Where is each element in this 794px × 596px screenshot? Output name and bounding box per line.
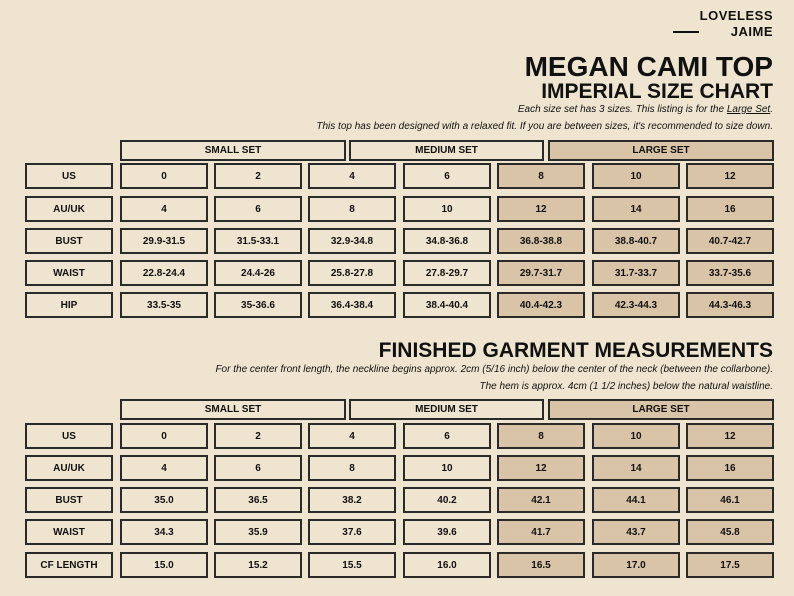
table-cell: 4: [308, 163, 396, 189]
row-label-au-uk: AU/UK: [25, 455, 113, 481]
section2-title: FINISHED GARMENT MEASUREMENTS: [378, 339, 773, 362]
row-label-us: US: [25, 423, 113, 449]
table-cell: 8: [497, 163, 585, 189]
table-cell: 15.2: [214, 552, 302, 578]
group-header-medium-set: MEDIUM SET: [349, 140, 544, 161]
table-cell: 39.6: [403, 519, 491, 545]
table-cell: 2: [214, 163, 302, 189]
table-cell: 17.5: [686, 552, 774, 578]
table-cell: 4: [120, 196, 208, 222]
group-header-large-set: LARGE SET: [548, 399, 774, 420]
table-cell: 0: [120, 423, 208, 449]
table-cell: 33.7-35.6: [686, 260, 774, 286]
table-cell: 29.7-31.7: [497, 260, 585, 286]
table-cell: 12: [686, 423, 774, 449]
brand-rule: [673, 31, 699, 33]
row-label-waist: WAIST: [25, 260, 113, 286]
table-cell: 43.7: [592, 519, 680, 545]
table-cell: 31.7-33.7: [592, 260, 680, 286]
table-cell: 0: [120, 163, 208, 189]
table-cell: 16: [686, 455, 774, 481]
table-cell: 24.4-26: [214, 260, 302, 286]
table-cell: 27.8-29.7: [403, 260, 491, 286]
table-cell: 6: [403, 163, 491, 189]
table-cell: 38.2: [308, 487, 396, 513]
table-cell: 40.4-42.3: [497, 292, 585, 318]
table-cell: 12: [686, 163, 774, 189]
table-cell: 10: [403, 196, 491, 222]
table-cell: 42.1: [497, 487, 585, 513]
table-cell: 38.4-40.4: [403, 292, 491, 318]
brand-line2: JAIME: [730, 24, 773, 39]
table-cell: 12: [497, 455, 585, 481]
table-cell: 41.7: [497, 519, 585, 545]
table-cell: 8: [308, 455, 396, 481]
table-cell: 42.3-44.3: [592, 292, 680, 318]
table-cell: 33.5-35: [120, 292, 208, 318]
size-set-note: Each size set has 3 sizes. This listing is for the Large Set.: [517, 104, 773, 115]
brand-logo: [700, 8, 773, 40]
table-cell: 17.0: [592, 552, 680, 578]
table-cell: 31.5-33.1: [214, 228, 302, 254]
table-cell: 40.2: [403, 487, 491, 513]
page-title: MEGAN CAMI TOP: [524, 51, 773, 82]
table-cell: 35.0: [120, 487, 208, 513]
table-cell: 16.0: [403, 552, 491, 578]
row-label-hip: HIP: [25, 292, 113, 318]
table-cell: 35-36.6: [214, 292, 302, 318]
table-cell: 44.3-46.3: [686, 292, 774, 318]
table-cell: 36.4-38.4: [308, 292, 396, 318]
table-cell: 44.1: [592, 487, 680, 513]
table-cell: 22.8-24.4: [120, 260, 208, 286]
table-cell: 35.9: [214, 519, 302, 545]
row-label-cf-length: CF LENGTH: [25, 552, 113, 578]
table-cell: 10: [403, 455, 491, 481]
hem-note: The hem is approx. 4cm (1 1/2 inches) below the natural waistline.: [479, 381, 773, 392]
table-cell: 38.8-40.7: [592, 228, 680, 254]
group-header-medium-set: MEDIUM SET: [349, 399, 544, 420]
table-cell: 6: [214, 196, 302, 222]
table-cell: 36.5: [214, 487, 302, 513]
table-cell: 36.8-38.8: [497, 228, 585, 254]
brand-line1: LOVELESS: [699, 8, 773, 23]
page-subtitle: IMPERIAL SIZE CHART: [541, 80, 773, 103]
cf-length-note: For the center front length, the neckline begins approx. 2cm (5/16 inch) below the center of the neck (between the collarbone).: [215, 364, 773, 375]
table-cell: 15.5: [308, 552, 396, 578]
table-cell: 34.3: [120, 519, 208, 545]
large-set-link: Large Set: [726, 104, 771, 115]
table-cell: 4: [120, 455, 208, 481]
table-cell: 14: [592, 196, 680, 222]
table-cell: 6: [403, 423, 491, 449]
table-cell: 29.9-31.5: [120, 228, 208, 254]
row-label-bust: BUST: [25, 228, 113, 254]
table-cell: 45.8: [686, 519, 774, 545]
fit-note: This top has been designed with a relaxed fit. If you are between sizes, it's recommended to size down.: [316, 121, 773, 132]
table-cell: 2: [214, 423, 302, 449]
group-header-small-set: SMALL SET: [120, 140, 346, 161]
row-label-us: US: [25, 163, 113, 189]
table-cell: 10: [592, 163, 680, 189]
table-cell: 14: [592, 455, 680, 481]
table-cell: 34.8-36.8: [403, 228, 491, 254]
table-cell: 4: [308, 423, 396, 449]
table-cell: 6: [214, 455, 302, 481]
table-cell: 37.6: [308, 519, 396, 545]
group-header-small-set: SMALL SET: [120, 399, 346, 420]
table-cell: 32.9-34.8: [308, 228, 396, 254]
table-cell: 25.8-27.8: [308, 260, 396, 286]
table-cell: 15.0: [120, 552, 208, 578]
row-label-bust: BUST: [25, 487, 113, 513]
table-cell: 8: [497, 423, 585, 449]
group-header-large-set: LARGE SET: [548, 140, 774, 161]
table-cell: 16: [686, 196, 774, 222]
row-label-au-uk: AU/UK: [25, 196, 113, 222]
table-cell: 12: [497, 196, 585, 222]
table-cell: 10: [592, 423, 680, 449]
table-cell: 46.1: [686, 487, 774, 513]
table-cell: 8: [308, 196, 396, 222]
row-label-waist: WAIST: [25, 519, 113, 545]
table-cell: 40.7-42.7: [686, 228, 774, 254]
table-cell: 16.5: [497, 552, 585, 578]
